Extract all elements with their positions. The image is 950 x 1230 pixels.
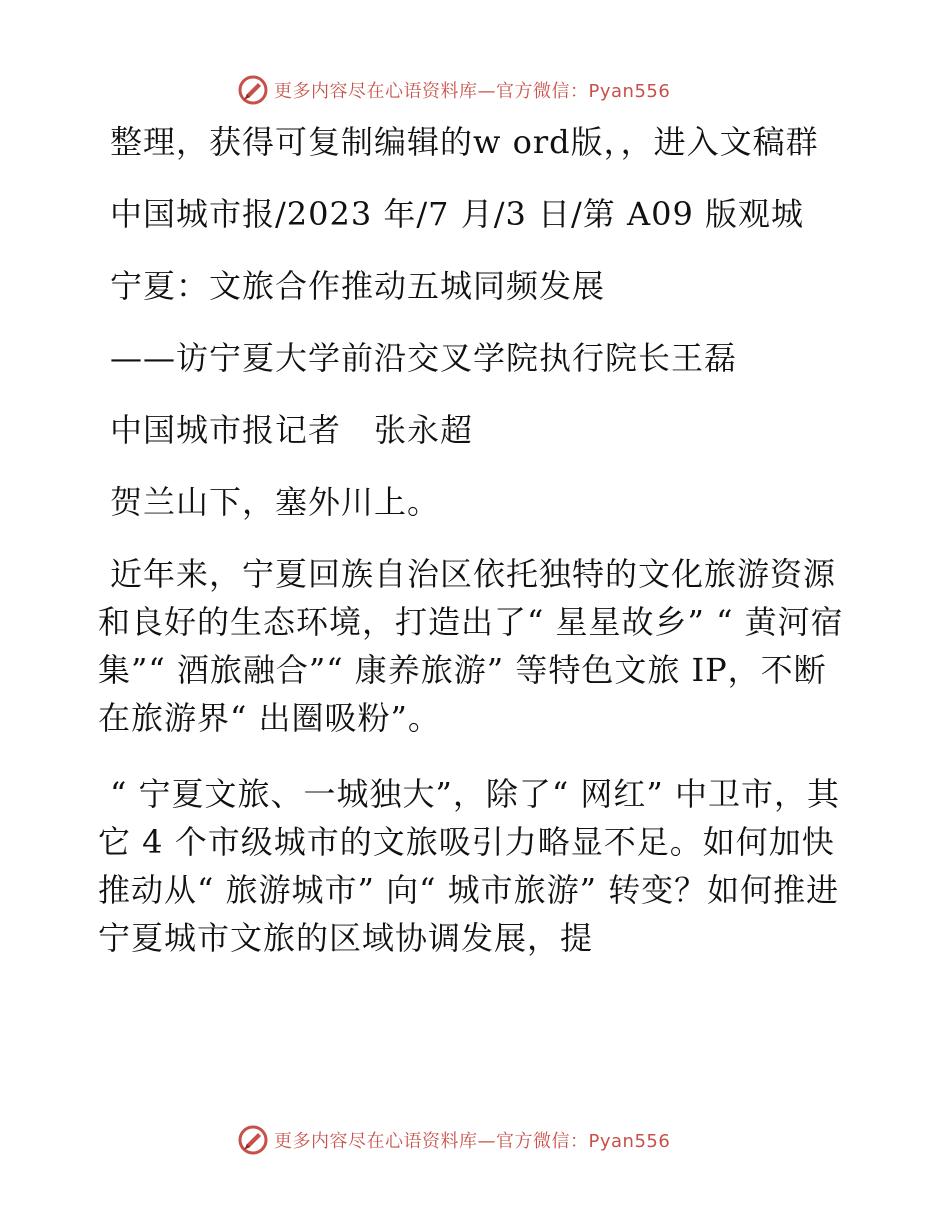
watermark-text: 更多内容尽在心语资料库—官方微信：Pyan556 xyxy=(274,1131,671,1152)
paragraph-lead: 贺兰山下，塞外川上。 xyxy=(110,483,441,521)
library-logo-icon xyxy=(236,1123,270,1157)
intro-line: 整理，获得可复制编辑的w ord版，，进入文稿群 xyxy=(110,123,819,161)
document-body xyxy=(98,118,858,962)
article-title: 宁夏：文旅合作推动五城同频发展 xyxy=(110,267,606,305)
watermark-text: 更多内容尽在心语资料库—官方微信：Pyan556 xyxy=(274,81,671,102)
paragraph-body-1: 近年来，宁夏回族自治区依托独特的文化旅游资源和良好的生态环境，打造出了“ 星星故乡” “ 黄河宿集”“ 酒旅融合”“ 康养旅游” 等特色文旅 IP，不断在旅游界“ 出圈吸粉”。 xyxy=(98,555,844,737)
source-line: 中国城市报/2023 年/7 月/3 日/第 A09 版观城 xyxy=(110,195,804,233)
article-subtitle: ——访宁夏大学前沿交叉学院执行院长王磊 xyxy=(110,339,738,377)
paragraph-body-2: “ 宁夏文旅、一城独大”，除了“ 网红” 中卫市，其它 4 个市级城市的文旅吸引力略显不足。如何加快推动从“ 旅游城市” 向“ 城市旅游” 转变？如何推进宁夏城市文旅的区域协调发展，提 xyxy=(98,775,840,957)
library-logo-icon xyxy=(236,73,270,107)
watermark-footer xyxy=(236,1122,670,1158)
byline: 中国城市报记者 张永超 xyxy=(110,411,474,449)
watermark-header xyxy=(236,72,670,108)
